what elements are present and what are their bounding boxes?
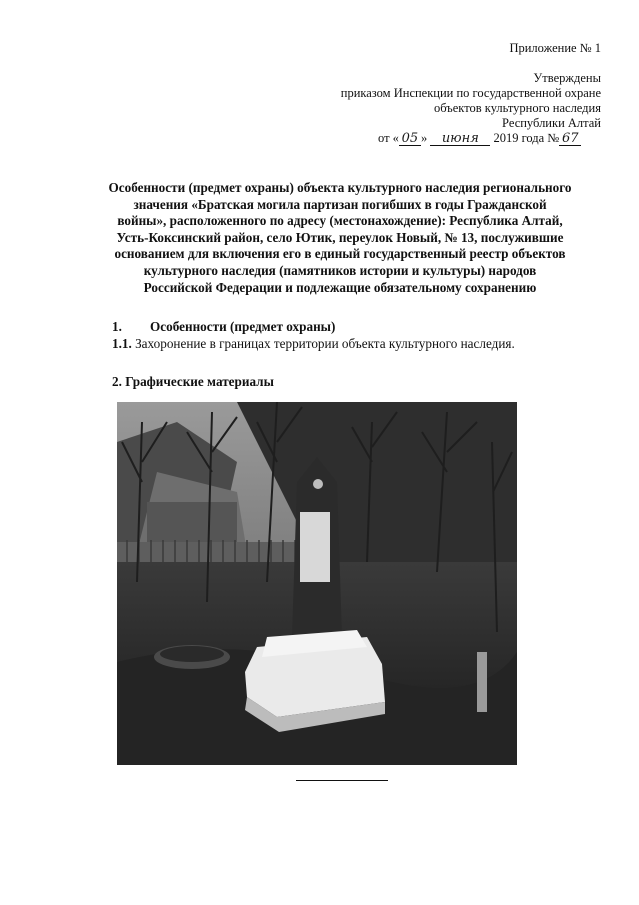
title-line: культурного наследия (памятников истории и культуры) народов — [143, 262, 537, 278]
section-1-number: 1. — [112, 319, 122, 334]
title-line: значения «Братская могила партизан погибших в годы Гражданской — [133, 196, 547, 212]
section-1-item-number: 1.1. — [112, 336, 132, 351]
section-2-heading: 2. Графические материалы — [112, 374, 274, 389]
order-number-handwritten: 67 — [559, 132, 581, 146]
date-year: 2019 года № — [493, 131, 560, 145]
memorial-photo-image — [117, 402, 517, 765]
order-line-1: приказом Инспекции по государственной охране — [340, 86, 601, 100]
section-1-item — [112, 335, 515, 352]
title-line: основанием для включения его в единый государственный реестр объектов — [114, 246, 566, 262]
title-line: Усть-Коксинский район, село Ютик, переулок Новый, № 13, послужившие — [116, 229, 564, 245]
appendix-label: Приложение № 1 — [509, 41, 601, 55]
order-line-3: Республики Алтай — [502, 116, 601, 130]
date-close: » — [420, 131, 428, 145]
document-title — [60, 180, 620, 296]
order-date-line — [378, 131, 581, 146]
end-divider — [296, 780, 388, 781]
title-line: Особенности (предмет охраны) объекта культурного наследия регионального — [108, 180, 572, 195]
section-1-title: Особенности (предмет охраны) — [150, 319, 336, 334]
section-1-item-text: Захоронение в границах территории объекта культурного наследия. — [135, 336, 515, 351]
date-prefix: от « — [378, 131, 399, 145]
section-1-heading — [112, 318, 335, 335]
date-day-handwritten: 05 — [399, 132, 421, 146]
title-line: Российской Федерации и подлежащие обязательному сохранению — [143, 279, 537, 295]
title-line: войны», расположенного по адресу (местонахождение): Республика Алтай, — [117, 213, 563, 229]
date-month-handwritten: июня — [430, 132, 490, 146]
approved-label: Утверждены — [533, 71, 601, 85]
order-line-2: объектов культурного наследия — [434, 101, 601, 115]
memorial-photo — [117, 402, 517, 765]
